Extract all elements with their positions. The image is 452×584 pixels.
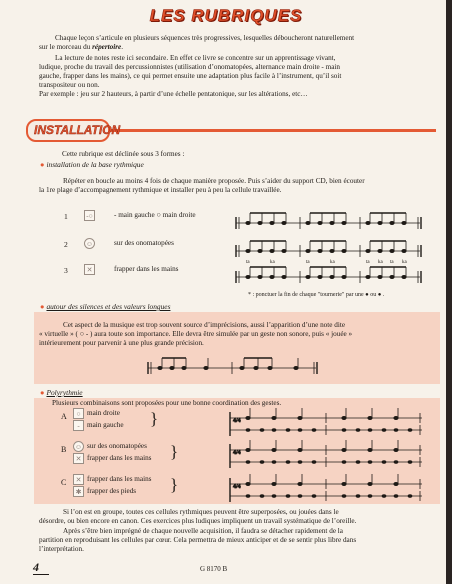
note-head bbox=[330, 249, 334, 252]
group-letter: C bbox=[61, 478, 67, 487]
time-signature: 4/4 bbox=[233, 450, 241, 456]
note-head bbox=[390, 249, 394, 252]
note-head bbox=[246, 221, 250, 224]
note-head bbox=[366, 275, 370, 278]
row-label: - main gauche ○ main droite bbox=[114, 211, 196, 219]
time-signature: 4/4 bbox=[233, 418, 241, 424]
note-head bbox=[298, 482, 302, 485]
note-head bbox=[260, 495, 264, 498]
body-line: Après s’être bien imprégné de chaque nouvelle acquisition, il faudra se détacher rapidement de la bbox=[63, 527, 343, 535]
note-head bbox=[368, 461, 372, 464]
subsection-title: ● autour des silences et des valeurs longues bbox=[40, 302, 171, 311]
note-head bbox=[342, 429, 346, 432]
group-brace: } bbox=[170, 475, 179, 494]
note-head bbox=[306, 249, 310, 252]
silence-notation bbox=[146, 350, 318, 376]
note-head bbox=[368, 448, 372, 451]
clap-icon: ✕ bbox=[73, 474, 84, 485]
footnote: * : ponctuer la fin de chaque "tournerie" par une ● ou ● . bbox=[248, 292, 385, 298]
note-head bbox=[342, 461, 346, 464]
body-line: Cet aspect de la musique est trop souvent source d’imprécisions, aussi l’apparition d’une note dite bbox=[63, 321, 346, 329]
row-label: sur des onomatopées bbox=[114, 239, 174, 247]
note-head bbox=[342, 482, 346, 485]
syllable-label: ta bbox=[390, 260, 394, 265]
note-head bbox=[408, 461, 412, 464]
note-head bbox=[182, 366, 186, 369]
note-head bbox=[378, 221, 382, 224]
row-number: 2 bbox=[64, 240, 68, 249]
syllable-label: ta bbox=[246, 260, 250, 265]
note-head bbox=[158, 366, 162, 369]
note-head bbox=[272, 448, 276, 451]
note-head bbox=[270, 275, 274, 278]
section-heading: INSTALLATION bbox=[34, 123, 121, 137]
catalog-code: G 8170 B bbox=[200, 565, 228, 573]
group-label-top: sur des onomatopées bbox=[87, 442, 147, 450]
subsection-title: ● Polyrythmie bbox=[40, 388, 83, 397]
note-head bbox=[260, 429, 264, 432]
note-head bbox=[394, 429, 398, 432]
note-head bbox=[272, 461, 276, 464]
note-head bbox=[408, 495, 412, 498]
face-icon: ☺ bbox=[85, 240, 94, 248]
note-head bbox=[394, 416, 398, 419]
note-head bbox=[282, 249, 286, 252]
body-line: la 1re plage d’accompagnement rythmique et installer peu à peu la cellule travaillée. bbox=[39, 186, 282, 194]
group-letter: B bbox=[61, 445, 67, 454]
note-head bbox=[306, 221, 310, 224]
note-head bbox=[170, 366, 174, 369]
row-number: 3 bbox=[64, 266, 68, 275]
note-head bbox=[260, 461, 264, 464]
note-head bbox=[382, 461, 386, 464]
note-head bbox=[298, 416, 302, 419]
note-head bbox=[356, 429, 360, 432]
body-line: Répéter en boucle au moins 4 fois de chaque manière proposée. Puis s’aider du support CD, bien écouter bbox=[63, 177, 365, 185]
note-head bbox=[298, 461, 302, 464]
body-line: « virtuelle » ( ○ - ) aura toute son importance. Elle devra être simulée par un geste non sonore, puis « jouée » bbox=[39, 330, 353, 338]
note-head bbox=[368, 482, 372, 485]
footer-rule bbox=[33, 574, 49, 575]
note-head bbox=[254, 366, 258, 369]
note-head bbox=[270, 249, 274, 252]
body-line: intérieurement pour parvenir à une plus grande précision. bbox=[39, 339, 204, 347]
time-signature: 4/4 bbox=[233, 484, 241, 490]
group-label-bottom: main gauche bbox=[87, 421, 124, 429]
note-head bbox=[246, 495, 250, 498]
group-label-top: frapper dans les mains bbox=[87, 475, 152, 483]
note-head bbox=[270, 221, 274, 224]
intro-line: sur le morceau du répertoire. bbox=[39, 43, 124, 51]
syllable-label: ta bbox=[306, 260, 310, 265]
note-head bbox=[258, 249, 262, 252]
note-head bbox=[272, 482, 276, 485]
note-head bbox=[402, 249, 406, 252]
repertoire-term: répertoire bbox=[92, 43, 122, 51]
note-head bbox=[342, 448, 346, 451]
note-head bbox=[366, 221, 370, 224]
body-line: l’interprétation. bbox=[39, 545, 84, 553]
group-label-bottom: frapper dans les mains bbox=[87, 454, 152, 462]
note-head bbox=[272, 495, 276, 498]
group-brace: } bbox=[170, 442, 179, 461]
note-head bbox=[318, 275, 322, 278]
body-line: Plusieurs combinaisons sont proposées pour une bonne coordination des gestes. bbox=[52, 399, 282, 407]
note-head bbox=[246, 429, 250, 432]
syllable-label: ka bbox=[402, 260, 407, 265]
right-hand-icon: ○ bbox=[73, 408, 84, 419]
note-head bbox=[368, 495, 372, 498]
face-icon: ☺ bbox=[74, 443, 83, 451]
note-head bbox=[282, 221, 286, 224]
bullet-icon: ● bbox=[40, 388, 45, 397]
note-head bbox=[246, 249, 250, 252]
syllable-label: ka bbox=[330, 260, 335, 265]
note-head bbox=[368, 416, 372, 419]
rhythm-notation bbox=[232, 203, 424, 287]
body-line: désordre, ou bien encore en canon. Ces exercices plus ludiques impliquent un travail systématique de l’oreille. bbox=[39, 517, 357, 525]
section-rule bbox=[100, 129, 436, 132]
section-lead: Cette rubrique est déclinée sous 3 formes : bbox=[62, 150, 185, 158]
note-head bbox=[298, 495, 302, 498]
foot-icon: ✱ bbox=[73, 486, 84, 497]
page-number: 4 bbox=[33, 560, 39, 574]
intro-line: gauche, frapper dans les mains), ce qui permet ensuite une adaptation plus facile à l’instrument, qu’il soit bbox=[39, 72, 342, 80]
group-letter: A bbox=[61, 412, 67, 421]
note-head bbox=[286, 461, 290, 464]
clap-icon: ✕ bbox=[84, 264, 95, 275]
note-head bbox=[246, 416, 250, 419]
note-head bbox=[342, 495, 346, 498]
subsection-title: ● installation de la base rythmique bbox=[40, 160, 144, 169]
intro-line: Par exemple : jeu sur 2 hauteurs, à partir d’une échelle pentatonique, sur les altérations, etc… bbox=[39, 90, 308, 98]
group-label-top: main droite bbox=[87, 409, 120, 417]
note-head bbox=[286, 495, 290, 498]
note-head bbox=[390, 221, 394, 224]
note-head bbox=[394, 448, 398, 451]
group-brace: } bbox=[150, 409, 159, 428]
note-head bbox=[330, 221, 334, 224]
note-head bbox=[268, 366, 272, 369]
note-head bbox=[246, 461, 250, 464]
note-head bbox=[240, 366, 244, 369]
note-head bbox=[246, 482, 250, 485]
note-head bbox=[272, 416, 276, 419]
note-head bbox=[342, 275, 346, 278]
note-head bbox=[306, 275, 310, 278]
note-head bbox=[286, 429, 290, 432]
syllable-label: ka bbox=[378, 260, 383, 265]
note-head bbox=[342, 416, 346, 419]
row-label: frapper dans les mains bbox=[114, 265, 179, 273]
body-line: partition en reproduisant les cellules par cœur. Cela permettra de mieux anticiper et de se sentir plus libre dans bbox=[39, 536, 357, 544]
bullet-icon: ● bbox=[40, 302, 45, 311]
group-label-bottom: frapper des pieds bbox=[87, 487, 137, 495]
note-head bbox=[368, 429, 372, 432]
bullet-icon: ● bbox=[40, 160, 45, 169]
intro-line: ludique, proche du travail des percussionnistes (utilisation d’onomatopées, alternance main droite - main bbox=[39, 63, 340, 71]
note-head bbox=[318, 249, 322, 252]
syllable-label: ka bbox=[270, 260, 275, 265]
note-head bbox=[390, 275, 394, 278]
note-head bbox=[258, 221, 262, 224]
note-head bbox=[378, 249, 382, 252]
note-head bbox=[366, 249, 370, 252]
note-head bbox=[408, 429, 412, 432]
binding-edge bbox=[446, 0, 452, 584]
page-title: LES RUBRIQUES bbox=[149, 6, 303, 25]
intro-line: transpositeur ou non. bbox=[39, 81, 100, 89]
note-head bbox=[402, 221, 406, 224]
note-head bbox=[394, 482, 398, 485]
note-head bbox=[204, 366, 208, 369]
hands-icon: -○ bbox=[84, 210, 95, 221]
note-head bbox=[318, 221, 322, 224]
polyrhythm-notation bbox=[226, 404, 426, 504]
note-head bbox=[272, 429, 276, 432]
clap-icon: ✕ bbox=[73, 453, 84, 464]
note-head bbox=[294, 366, 298, 369]
note-head bbox=[382, 495, 386, 498]
note-head bbox=[246, 448, 250, 451]
intro-line: Chaque leçon s’articule en plusieurs séquences très progressives, lesquelles déboucheront naturellement bbox=[55, 34, 355, 42]
body-line: Si l’on est en groupe, toutes ces cellules rythmiques peuvent être superposées, ou jouées dans le bbox=[63, 508, 339, 516]
left-hand-icon: - bbox=[73, 420, 84, 431]
note-head bbox=[312, 429, 316, 432]
note-head bbox=[394, 461, 398, 464]
note-head bbox=[312, 461, 316, 464]
note-head bbox=[298, 448, 302, 451]
note-head bbox=[330, 275, 334, 278]
note-head bbox=[342, 221, 346, 224]
note-head bbox=[356, 495, 360, 498]
syllable-label: ta bbox=[366, 260, 370, 265]
note-head bbox=[394, 495, 398, 498]
note-head bbox=[342, 249, 346, 252]
note-head bbox=[246, 275, 250, 278]
note-head bbox=[282, 275, 286, 278]
note-head bbox=[356, 461, 360, 464]
intro-line: La lecture de notes reste ici secondaire. En effet ce livre se concentre sur un apprentissage vivant, bbox=[55, 54, 336, 62]
note-head bbox=[298, 429, 302, 432]
note-head bbox=[382, 429, 386, 432]
row-number: 1 bbox=[64, 212, 68, 221]
note-head bbox=[378, 275, 382, 278]
note-head bbox=[312, 495, 316, 498]
note-head bbox=[402, 275, 406, 278]
note-head bbox=[258, 275, 262, 278]
